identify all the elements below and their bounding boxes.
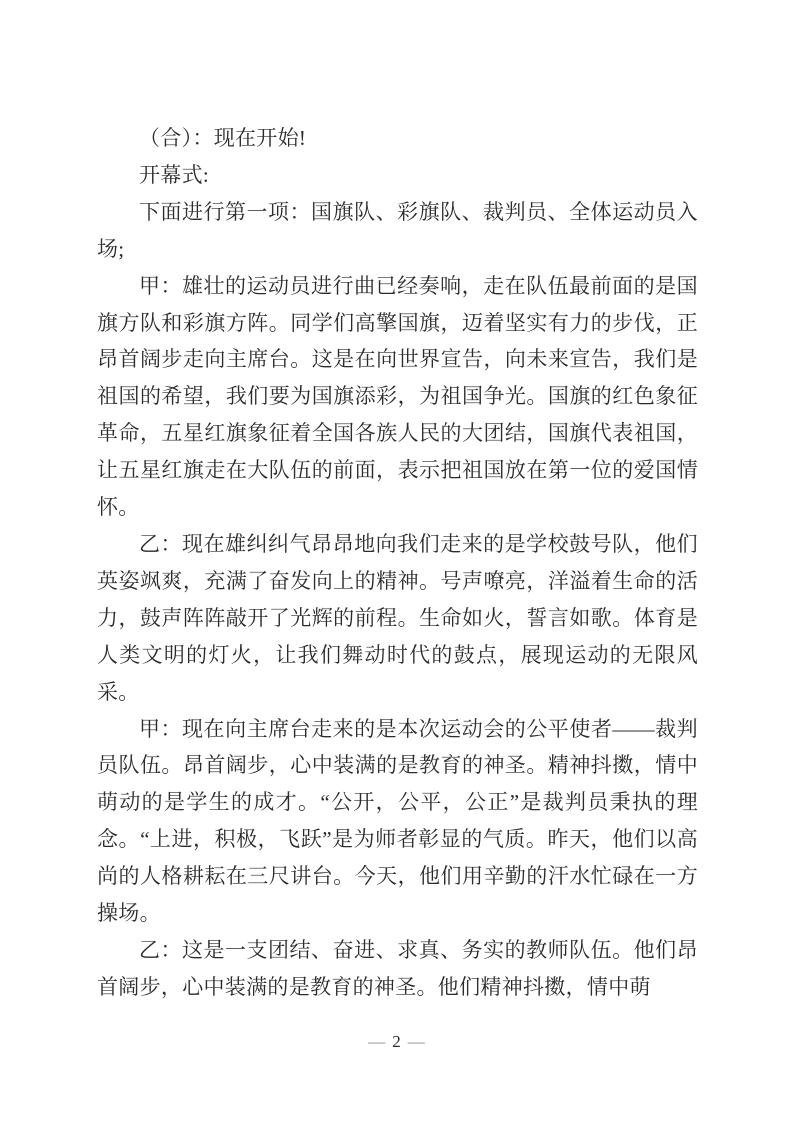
- paragraph-speaker-a-referees: 甲：现在向主席台走来的是本次运动会的公平使者——裁判员队伍。昂首阔步，心中装满的是教育的神圣。精神抖擞，情中萌动的是学生的成才。“公开，公平，公正”是裁判员秉执的理念。“上进，积极，飞跃”是为师者彰显的气质。昨天，他们以高尚的人格耕耘在三尺讲台。今天，他们用辛勤的汗水忙碌在一方操场。: [97, 716, 698, 926]
- paragraph-speaker-b-drum-corps: 乙：现在雄纠纠气昂昂地向我们走来的是学校鼓号队，他们英姿飒爽，充满了奋发向上的精神。号声嘹亮，洋溢着生命的活力，鼓声阵阵敲开了光辉的前程。生命如火，誓言如歌。体育是人类文明的灯火，让我们舞动时代的鼓点，展现运动的无限风采。: [97, 531, 698, 704]
- paragraph-together-start: （合）：现在开始!: [139, 126, 307, 150]
- footer-dash-right: —: [407, 1032, 425, 1051]
- paragraph-speaker-a-flag-teams: 甲：雄壮的运动员进行曲已经奏响，走在队伍最前面的是国旗方队和彩旗方阵。同学们高擎国旗，迈着坚实有力的步伐，正昂首阔步走向主席台。这是在向世界宣告，向未来宣告，我们是祖国的希望，我们要为国旗添彩，为祖国争光。国旗的红色象征革命，五星红旗象征着全国各族人民的大团结，国旗代表祖国，让五星红旗走在大队伍的前面，表示把祖国放在第一位的爱国情怀。: [97, 273, 698, 520]
- document-body: [97, 120, 698, 1006]
- footer-dash-left: —: [368, 1032, 386, 1051]
- page-footer: [0, 1030, 793, 1054]
- paragraph-first-item-entrance: 下面进行第一项：国旗队、彩旗队、裁判员、全体运动员入场;: [97, 199, 698, 261]
- page-number: 2: [392, 1032, 401, 1051]
- paragraph-opening-ceremony-heading: 开幕式:: [139, 162, 210, 187]
- paragraph-speaker-b-teachers: 乙：这是一支团结、奋进、求真、务实的教师队伍。他们昂首阔步，心中装满的是教育的神圣。他们精神抖擞，情中萌: [97, 937, 698, 999]
